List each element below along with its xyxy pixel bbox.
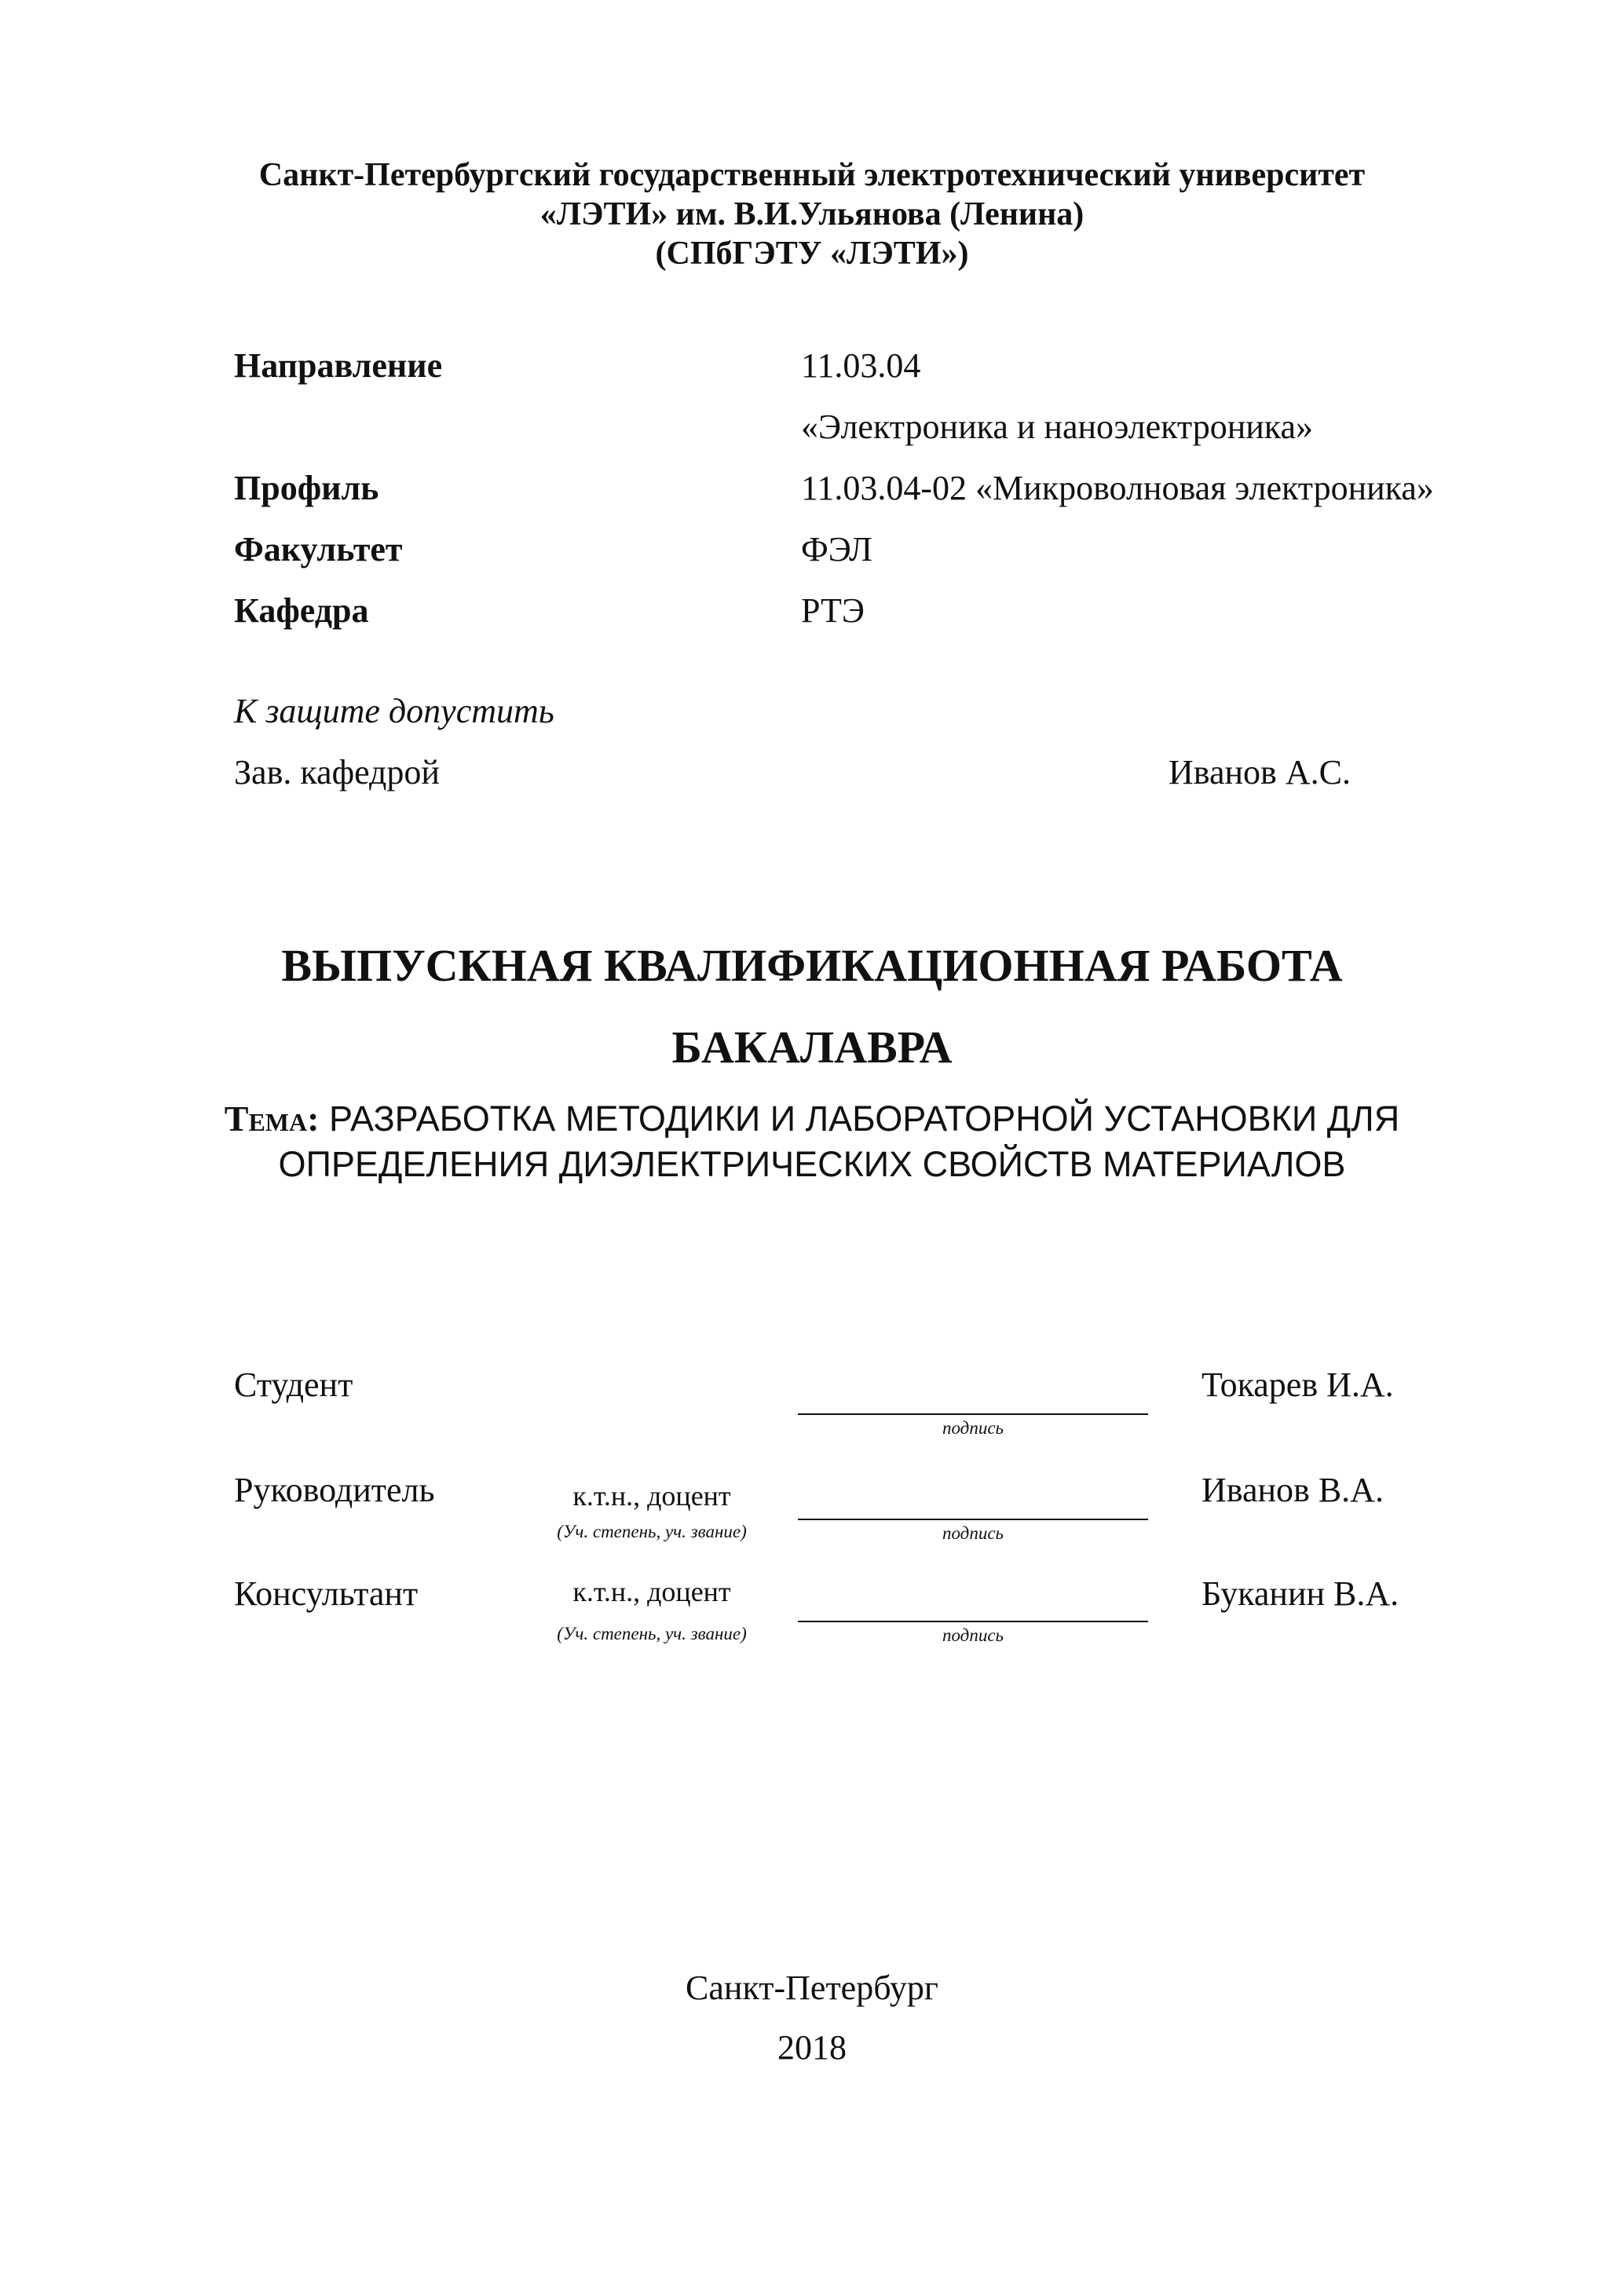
- topic-prefix: Тема:: [224, 1099, 320, 1139]
- supervisor-signature-caption: подпись: [942, 1523, 1004, 1543]
- head-of-department-role: Зав. кафедрой: [234, 753, 440, 792]
- consultant-degree: к.т.н., доцент: [572, 1576, 731, 1607]
- direction-name: «Электроника и наноэлектроника»: [801, 408, 1314, 446]
- topic: [0, 1096, 1624, 1187]
- student-role: Студент: [234, 1366, 353, 1404]
- consultant-signature-line: [798, 1621, 1148, 1622]
- university-name: Санкт-Петербургский государственный электротехнический университет: [258, 157, 1366, 193]
- supervisor-role: Руководитель: [234, 1471, 435, 1509]
- topic-line1: РАЗРАБОТКА МЕТОДИКИ И ЛАБОРАТОРНОЙ УСТАНОВКИ ДЛЯ: [328, 1099, 1400, 1139]
- footer-city: Санкт-Петербург: [686, 1969, 938, 2007]
- topic-line2: ОПРЕДЕЛЕНИЯ ДИЭЛЕКТРИЧЕСКИХ СВОЙСТВ МАТЕРИАЛОВ: [278, 1144, 1346, 1184]
- profile-label: Профиль: [234, 469, 379, 507]
- admit-to-defense-text: К защите допустить: [234, 692, 554, 730]
- consultant-name: Буканин В.А.: [1202, 1574, 1399, 1613]
- consultant-role: Консультант: [234, 1574, 419, 1613]
- university-header: [0, 155, 1624, 273]
- profile-value: 11.03.04-02 «Микроволновая электроника»: [801, 469, 1434, 507]
- head-of-department-name: Иванов А.С.: [1169, 753, 1351, 792]
- department-label: Кафедра: [234, 591, 369, 630]
- faculty-value: ФЭЛ: [801, 530, 872, 569]
- university-name-line2: «ЛЭТИ» им. В.И.Ульянова (Ленина): [540, 196, 1084, 232]
- student-name: Токарев И.А.: [1202, 1366, 1394, 1404]
- document-title: ВЫПУСКНАЯ КВАЛИФИКАЦИОННАЯ РАБОТА: [281, 940, 1343, 991]
- student-signature-line: [798, 1413, 1148, 1415]
- university-abbreviation: (СПбГЭТУ «ЛЭТИ»): [655, 236, 969, 272]
- faculty-label: Факультет: [234, 530, 403, 569]
- supervisor-name: Иванов В.А.: [1202, 1471, 1384, 1509]
- department-value: РТЭ: [801, 591, 865, 630]
- consultant-degree-caption: (Уч. степень, уч. звание): [557, 1624, 747, 1643]
- document-title-line2: БАКАЛАВРА: [671, 1022, 953, 1073]
- student-signature-caption: подпись: [942, 1418, 1004, 1438]
- footer-year: 2018: [777, 2028, 847, 2067]
- supervisor-degree: к.т.н., доцент: [572, 1480, 731, 1512]
- supervisor-degree-caption: (Уч. степень, уч. звание): [557, 1522, 747, 1541]
- direction-label: Направление: [234, 346, 443, 385]
- consultant-signature-caption: подпись: [942, 1625, 1004, 1645]
- supervisor-signature-line: [798, 1519, 1148, 1520]
- direction-code: 11.03.04: [801, 346, 921, 385]
